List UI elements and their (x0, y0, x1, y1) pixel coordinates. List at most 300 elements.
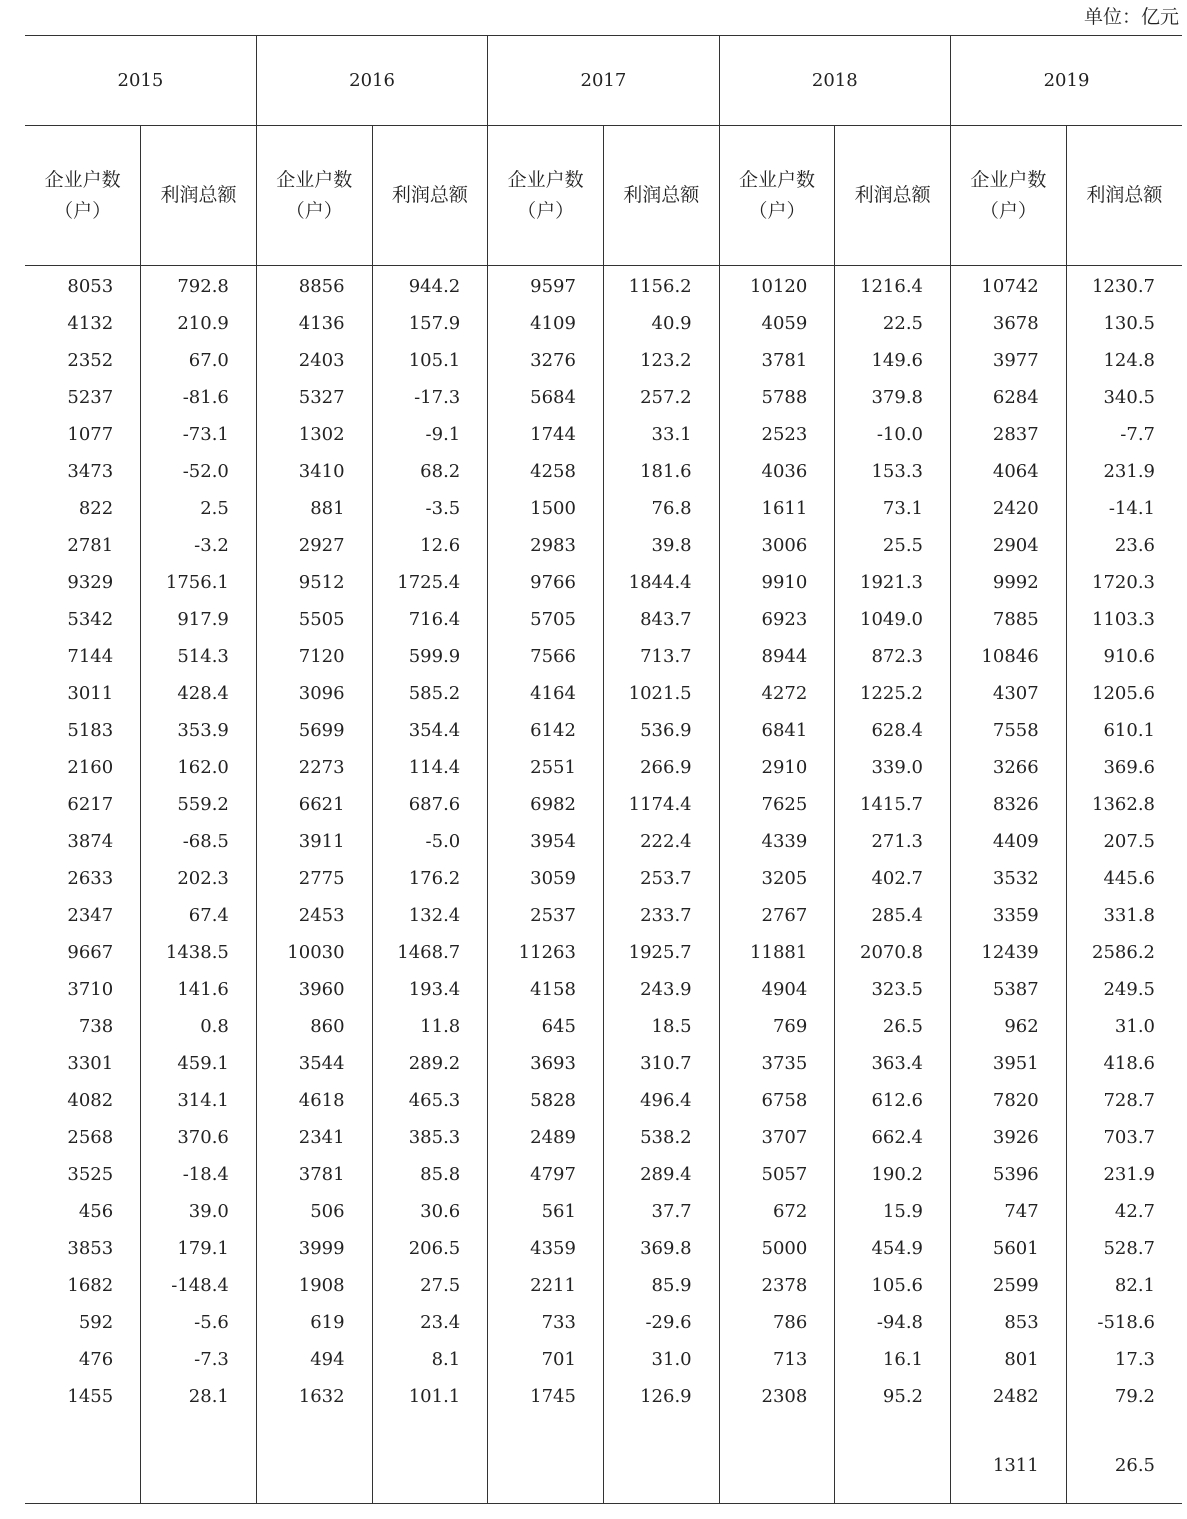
enterprise-count-cell: 2273 (256, 749, 372, 786)
total-profit-cell: 1725.4 (372, 564, 488, 601)
table-row (25, 712, 1182, 749)
enterprise-count-cell: 2308 (719, 1378, 835, 1415)
total-profit-cell: -5.0 (372, 823, 488, 860)
enterprise-count-cell: 3926 (951, 1119, 1067, 1156)
table-row (25, 1415, 1182, 1503)
enterprise-count-header (256, 126, 372, 266)
table-row (25, 860, 1182, 897)
total-profit-cell: -148.4 (141, 1267, 257, 1304)
enterprise-count-cell: 738 (78, 1016, 114, 1037)
enterprise-count-cell: 3006 (719, 527, 835, 564)
table-row (25, 638, 1182, 675)
enterprise-count-cell: 2453 (256, 897, 372, 934)
enterprise-count-cell: 3544 (256, 1045, 372, 1082)
total-profit-cell: 153.3 (835, 453, 951, 490)
total-profit-cell: 23.6 (1066, 527, 1182, 564)
total-profit-cell: 1230.7 (1066, 266, 1182, 306)
enterprise-count-cell: 1611 (719, 490, 835, 527)
enterprise-count-cell: 619 (256, 1304, 372, 1341)
table-row (25, 934, 1182, 971)
header-unit: （户） (285, 199, 343, 222)
enterprise-count-cell: 2910 (719, 749, 835, 786)
enterprise-count-cell: 7625 (719, 786, 835, 823)
enterprise-count-cell: 3059 (488, 860, 604, 897)
enterprise-count-cell: 786 (719, 1304, 835, 1341)
enterprise-count-cell: 8326 (951, 786, 1067, 823)
total-profit-cell: 67.4 (141, 897, 257, 934)
header-unit: （户） (979, 199, 1037, 222)
enterprise-count-cell: 3781 (719, 342, 835, 379)
enterprise-count-cell: 5699 (256, 712, 372, 749)
total-profit-cell: -7.3 (141, 1341, 257, 1378)
table-row (25, 1378, 1182, 1415)
total-profit-cell: 289.2 (372, 1045, 488, 1082)
enterprise-count-cell: 4136 (256, 305, 372, 342)
header-label: 企业户数 (276, 168, 353, 191)
enterprise-count-cell: 2781 (67, 535, 114, 556)
table-row (25, 1008, 1182, 1045)
year-header: 2019 (951, 36, 1183, 126)
table-row (25, 490, 1182, 527)
enterprise-count-cell: 3960 (256, 971, 372, 1008)
enterprise-count-cell: 747 (951, 1193, 1067, 1230)
enterprise-count-cell: 9766 (488, 564, 604, 601)
header-unit: （户） (517, 199, 575, 222)
total-profit-cell: 190.2 (835, 1156, 951, 1193)
total-profit-cell: 25.5 (835, 527, 951, 564)
enterprise-count-cell: 5327 (256, 379, 372, 416)
enterprise-count-cell: 3301 (67, 1053, 114, 1074)
enterprise-count-cell: 3707 (719, 1119, 835, 1156)
total-profit-cell: 314.1 (141, 1082, 257, 1119)
table-row (25, 786, 1182, 823)
total-profit-cell: 465.3 (372, 1082, 488, 1119)
total-profit-cell: 1156.2 (603, 266, 719, 306)
total-profit-cell: -3.5 (372, 490, 488, 527)
table-row (25, 379, 1182, 416)
enterprise-count-cell: 6621 (256, 786, 372, 823)
enterprise-count-cell: 1632 (256, 1378, 372, 1415)
total-profit-cell: 257.2 (603, 379, 719, 416)
total-profit-cell: 1844.4 (603, 564, 719, 601)
total-profit-header: 利润总额 (603, 126, 719, 266)
enterprise-count-cell: 2341 (256, 1119, 372, 1156)
enterprise-count-header (25, 126, 141, 266)
total-profit-cell: -9.1 (372, 416, 488, 453)
total-profit-cell: 124.8 (1066, 342, 1182, 379)
total-profit-cell: -18.4 (141, 1156, 257, 1193)
enterprise-count-cell: 1455 (67, 1386, 114, 1407)
enterprise-count-cell: 4904 (719, 971, 835, 1008)
enterprise-count-cell: 561 (488, 1193, 604, 1230)
table-body (25, 266, 1182, 1504)
total-profit-cell: -17.3 (372, 379, 488, 416)
total-profit-cell: 944.2 (372, 266, 488, 306)
enterprise-count-cell: 3473 (67, 461, 114, 482)
enterprise-count-cell: 3853 (67, 1238, 114, 1259)
total-profit-cell: -14.1 (1066, 490, 1182, 527)
total-profit-cell: -73.1 (141, 416, 257, 453)
total-profit-cell: 402.7 (835, 860, 951, 897)
enterprise-count-cell: 456 (78, 1201, 114, 1222)
table-row (25, 266, 1182, 306)
total-profit-cell: 379.8 (835, 379, 951, 416)
enterprise-count-cell: 9910 (719, 564, 835, 601)
total-profit-cell: 310.7 (603, 1045, 719, 1082)
enterprise-count-cell: 4797 (488, 1156, 604, 1193)
total-profit-cell: -10.0 (835, 416, 951, 453)
enterprise-count-cell: 2633 (67, 868, 114, 889)
enterprise-count-cell: 7120 (256, 638, 372, 675)
total-profit-cell: 528.7 (1066, 1230, 1182, 1267)
enterprise-count-cell: 5601 (951, 1230, 1067, 1267)
total-profit-cell: 202.3 (141, 860, 257, 897)
total-profit-cell: 910.6 (1066, 638, 1182, 675)
enterprise-count-cell: 3532 (951, 860, 1067, 897)
enterprise-count-cell: 5684 (488, 379, 604, 416)
enterprise-count-cell: 5387 (951, 971, 1067, 1008)
total-profit-cell: 39.0 (141, 1193, 257, 1230)
enterprise-count-cell: 3710 (67, 979, 114, 1000)
total-profit-header: 利润总额 (1066, 126, 1182, 266)
enterprise-count-cell: 1908 (256, 1267, 372, 1304)
total-profit-cell: 1205.6 (1066, 675, 1182, 712)
enterprise-count-cell: 3525 (67, 1164, 114, 1185)
total-profit-cell: 28.1 (141, 1378, 257, 1415)
total-profit-cell: 514.3 (141, 638, 257, 675)
enterprise-count-cell: 5342 (67, 609, 114, 630)
enterprise-count-cell: 5237 (67, 387, 114, 408)
enterprise-count-cell: 4109 (488, 305, 604, 342)
total-profit-cell: 15.9 (835, 1193, 951, 1230)
total-profit-cell: 428.4 (141, 675, 257, 712)
enterprise-count-cell: 860 (256, 1008, 372, 1045)
total-profit-cell: 703.7 (1066, 1119, 1182, 1156)
total-profit-cell: 792.8 (141, 266, 257, 306)
enterprise-count-cell: 9597 (488, 266, 604, 306)
enterprise-count-cell: 733 (488, 1304, 604, 1341)
total-profit-cell: 23.4 (372, 1304, 488, 1341)
total-profit-cell: 231.9 (1066, 453, 1182, 490)
enterprise-count-cell: 6841 (719, 712, 835, 749)
total-profit-cell: 206.5 (372, 1230, 488, 1267)
enterprise-count-cell: 881 (256, 490, 372, 527)
total-profit-cell: 1925.7 (603, 934, 719, 971)
year-header: 2018 (719, 36, 950, 126)
total-profit-cell: 1174.4 (603, 786, 719, 823)
total-profit-cell: 687.6 (372, 786, 488, 823)
total-profit-cell: 289.4 (603, 1156, 719, 1193)
enterprise-count-cell: 5396 (951, 1156, 1067, 1193)
total-profit-cell: 331.8 (1066, 897, 1182, 934)
enterprise-count-cell: 3678 (951, 305, 1067, 342)
enterprise-count-cell: 476 (78, 1349, 114, 1370)
total-profit-cell: 353.9 (141, 712, 257, 749)
table-row (25, 342, 1182, 379)
total-profit-cell: 1216.4 (835, 266, 951, 306)
total-profit-cell: 22.5 (835, 305, 951, 342)
enterprise-count-cell: 2352 (67, 350, 114, 371)
enterprise-count-cell (256, 1415, 372, 1503)
total-profit-cell: 538.2 (603, 1119, 719, 1156)
header-unit: （户） (54, 199, 112, 222)
enterprise-count-cell: 1077 (67, 424, 114, 445)
enterprise-count-cell: 962 (951, 1008, 1067, 1045)
enterprise-count-cell: 2927 (256, 527, 372, 564)
enterprise-count-cell: 4409 (951, 823, 1067, 860)
total-profit-cell: 40.9 (603, 305, 719, 342)
total-profit-cell: 105.6 (835, 1267, 951, 1304)
enterprise-count-cell: 2378 (719, 1267, 835, 1304)
enterprise-count-cell: 4164 (488, 675, 604, 712)
total-profit-cell: 85.8 (372, 1156, 488, 1193)
total-profit-cell: 193.4 (372, 971, 488, 1008)
total-profit-cell: 1049.0 (835, 601, 951, 638)
total-profit-cell: -5.6 (141, 1304, 257, 1341)
enterprise-count-cell: 645 (488, 1008, 604, 1045)
table-row (25, 823, 1182, 860)
header-label: 企业户数 (738, 168, 815, 191)
table-row (25, 1045, 1182, 1082)
table-row (25, 897, 1182, 934)
enterprise-count-cell: 494 (256, 1341, 372, 1378)
enterprise-count-header (488, 126, 604, 266)
total-profit-cell (141, 1415, 257, 1503)
enterprise-count-cell: 7885 (951, 601, 1067, 638)
total-profit-cell: 459.1 (141, 1045, 257, 1082)
total-profit-cell: 132.4 (372, 897, 488, 934)
enterprise-count-cell: 2983 (488, 527, 604, 564)
total-profit-cell: 1021.5 (603, 675, 719, 712)
enterprise-count-cell: 9512 (256, 564, 372, 601)
total-profit-cell: 1720.3 (1066, 564, 1182, 601)
enterprise-count-cell: 3977 (951, 342, 1067, 379)
total-profit-cell: 716.4 (372, 601, 488, 638)
enterprise-count-cell: 6982 (488, 786, 604, 823)
total-profit-cell: -94.8 (835, 1304, 951, 1341)
enterprise-count-header (719, 126, 835, 266)
header-label: 企业户数 (44, 168, 121, 191)
enterprise-count-cell: 7144 (67, 646, 114, 667)
total-profit-cell: 340.5 (1066, 379, 1182, 416)
sub-header-row (25, 126, 1182, 266)
enterprise-count-cell: 4158 (488, 971, 604, 1008)
total-profit-cell: 231.9 (1066, 1156, 1182, 1193)
enterprise-count-cell: 713 (719, 1341, 835, 1378)
enterprise-count-cell: 1311 (951, 1415, 1067, 1503)
total-profit-cell: 123.2 (603, 342, 719, 379)
year-header-row (25, 36, 1182, 126)
enterprise-count-cell: 3911 (256, 823, 372, 860)
enterprise-count-cell: 4618 (256, 1082, 372, 1119)
total-profit-cell: 917.9 (141, 601, 257, 638)
total-profit-cell: 181.6 (603, 453, 719, 490)
total-profit-cell: 1225.2 (835, 675, 951, 712)
table-row (25, 1156, 1182, 1193)
enterprise-profit-table (25, 35, 1182, 1504)
total-profit-cell: 27.5 (372, 1267, 488, 1304)
enterprise-count-cell: 5057 (719, 1156, 835, 1193)
enterprise-count-cell: 6142 (488, 712, 604, 749)
table-row (25, 305, 1182, 342)
total-profit-cell: 369.8 (603, 1230, 719, 1267)
enterprise-count-cell: 8856 (256, 266, 372, 306)
total-profit-cell: 0.8 (141, 1008, 257, 1045)
table-row (25, 1267, 1182, 1304)
total-profit-cell: -29.6 (603, 1304, 719, 1341)
total-profit-cell: 1362.8 (1066, 786, 1182, 823)
enterprise-count-cell: 2160 (67, 757, 114, 778)
enterprise-count-cell: 11881 (719, 934, 835, 971)
total-profit-cell: 2586.2 (1066, 934, 1182, 971)
enterprise-count-cell: 3693 (488, 1045, 604, 1082)
enterprise-count-cell: 8053 (67, 276, 114, 297)
total-profit-cell: 536.9 (603, 712, 719, 749)
total-profit-cell: 130.5 (1066, 305, 1182, 342)
total-profit-cell: 37.7 (603, 1193, 719, 1230)
enterprise-count-cell: 2420 (951, 490, 1067, 527)
total-profit-cell: 559.2 (141, 786, 257, 823)
enterprise-count-cell: 3276 (488, 342, 604, 379)
enterprise-count-cell: 822 (78, 498, 114, 519)
total-profit-cell: 95.2 (835, 1378, 951, 1415)
total-profit-cell: 872.3 (835, 638, 951, 675)
total-profit-cell: 1103.3 (1066, 601, 1182, 638)
total-profit-cell: -81.6 (141, 379, 257, 416)
total-profit-cell (603, 1415, 719, 1503)
table-row (25, 416, 1182, 453)
total-profit-cell: 12.6 (372, 527, 488, 564)
table-row (25, 1119, 1182, 1156)
total-profit-cell: 18.5 (603, 1008, 719, 1045)
enterprise-count-cell: 7558 (951, 712, 1067, 749)
total-profit-cell: -518.6 (1066, 1304, 1182, 1341)
total-profit-cell: 354.4 (372, 712, 488, 749)
enterprise-count-cell: 853 (951, 1304, 1067, 1341)
total-profit-cell: 76.8 (603, 490, 719, 527)
enterprise-count-cell: 3205 (719, 860, 835, 897)
enterprise-count-cell: 6923 (719, 601, 835, 638)
total-profit-cell: 728.7 (1066, 1082, 1182, 1119)
enterprise-count-cell: 701 (488, 1341, 604, 1378)
total-profit-cell: 1415.7 (835, 786, 951, 823)
total-profit-cell: 454.9 (835, 1230, 951, 1267)
total-profit-cell: 85.9 (603, 1267, 719, 1304)
enterprise-count-cell: 4258 (488, 453, 604, 490)
total-profit-cell: 323.5 (835, 971, 951, 1008)
total-profit-cell: -52.0 (141, 453, 257, 490)
enterprise-count-cell: 5505 (256, 601, 372, 638)
total-profit-cell: 2.5 (141, 490, 257, 527)
table-row (25, 601, 1182, 638)
enterprise-count-cell: 4307 (951, 675, 1067, 712)
total-profit-cell: 445.6 (1066, 860, 1182, 897)
year-header: 2016 (256, 36, 487, 126)
enterprise-count-cell: 1744 (488, 416, 604, 453)
table-row (25, 1341, 1182, 1378)
table-row (25, 1193, 1182, 1230)
year-header: 2015 (25, 36, 256, 126)
enterprise-count-cell: 4132 (67, 313, 114, 334)
total-profit-cell: 126.9 (603, 1378, 719, 1415)
total-profit-cell: 610.1 (1066, 712, 1182, 749)
enterprise-count-cell: 10742 (951, 266, 1067, 306)
enterprise-count-cell (719, 1415, 835, 1503)
total-profit-cell: 2070.8 (835, 934, 951, 971)
enterprise-count-cell: 592 (78, 1312, 114, 1333)
enterprise-count-cell: 2775 (256, 860, 372, 897)
enterprise-count-cell: 5183 (67, 720, 114, 741)
enterprise-count-cell: 6284 (951, 379, 1067, 416)
enterprise-count-cell: 2211 (488, 1267, 604, 1304)
enterprise-count-cell: 672 (719, 1193, 835, 1230)
total-profit-cell: 8.1 (372, 1341, 488, 1378)
total-profit-cell: 11.8 (372, 1008, 488, 1045)
total-profit-cell: 1438.5 (141, 934, 257, 971)
enterprise-count-cell: 3011 (67, 683, 114, 704)
table-row (25, 527, 1182, 564)
total-profit-cell: -3.2 (141, 527, 257, 564)
enterprise-count-cell: 4064 (951, 453, 1067, 490)
total-profit-cell: 418.6 (1066, 1045, 1182, 1082)
enterprise-count-cell: 4272 (719, 675, 835, 712)
total-profit-cell: 207.5 (1066, 823, 1182, 860)
total-profit-cell: 285.4 (835, 897, 951, 934)
total-profit-cell: 339.0 (835, 749, 951, 786)
table-row (25, 971, 1182, 1008)
enterprise-count-cell: 2599 (951, 1267, 1067, 1304)
total-profit-cell: 496.4 (603, 1082, 719, 1119)
enterprise-count-cell: 12439 (951, 934, 1067, 971)
enterprise-count-cell: 1682 (67, 1275, 114, 1296)
enterprise-count-cell: 3359 (951, 897, 1067, 934)
enterprise-count-cell: 5000 (719, 1230, 835, 1267)
enterprise-count-cell: 6758 (719, 1082, 835, 1119)
total-profit-cell: 370.6 (141, 1119, 257, 1156)
total-profit-cell: 176.2 (372, 860, 488, 897)
header-label: 企业户数 (507, 168, 584, 191)
total-profit-header: 利润总额 (141, 126, 257, 266)
total-profit-header: 利润总额 (835, 126, 951, 266)
total-profit-cell: 599.9 (372, 638, 488, 675)
total-profit-cell: 26.5 (835, 1008, 951, 1045)
enterprise-count-cell: 1302 (256, 416, 372, 453)
total-profit-cell: 369.6 (1066, 749, 1182, 786)
enterprise-count-cell: 3781 (256, 1156, 372, 1193)
total-profit-cell: 26.5 (1066, 1415, 1182, 1503)
enterprise-count-cell: 3735 (719, 1045, 835, 1082)
enterprise-count-cell: 5788 (719, 379, 835, 416)
enterprise-count-cell: 6217 (67, 794, 114, 815)
enterprise-count-cell: 3999 (256, 1230, 372, 1267)
total-profit-cell: 79.2 (1066, 1378, 1182, 1415)
total-profit-cell: 179.1 (141, 1230, 257, 1267)
enterprise-count-cell: 5705 (488, 601, 604, 638)
enterprise-count-cell: 2837 (951, 416, 1067, 453)
total-profit-cell: 363.4 (835, 1045, 951, 1082)
table-row (25, 675, 1182, 712)
total-profit-cell: 31.0 (1066, 1008, 1182, 1045)
year-header: 2017 (488, 36, 719, 126)
total-profit-cell: 843.7 (603, 601, 719, 638)
total-profit-cell: 162.0 (141, 749, 257, 786)
enterprise-count-cell: 4059 (719, 305, 835, 342)
enterprise-count-cell: 2537 (488, 897, 604, 934)
enterprise-count-cell (25, 1415, 141, 1503)
table-row (25, 1304, 1182, 1341)
enterprise-count-header (951, 126, 1067, 266)
total-profit-cell: 1921.3 (835, 564, 951, 601)
